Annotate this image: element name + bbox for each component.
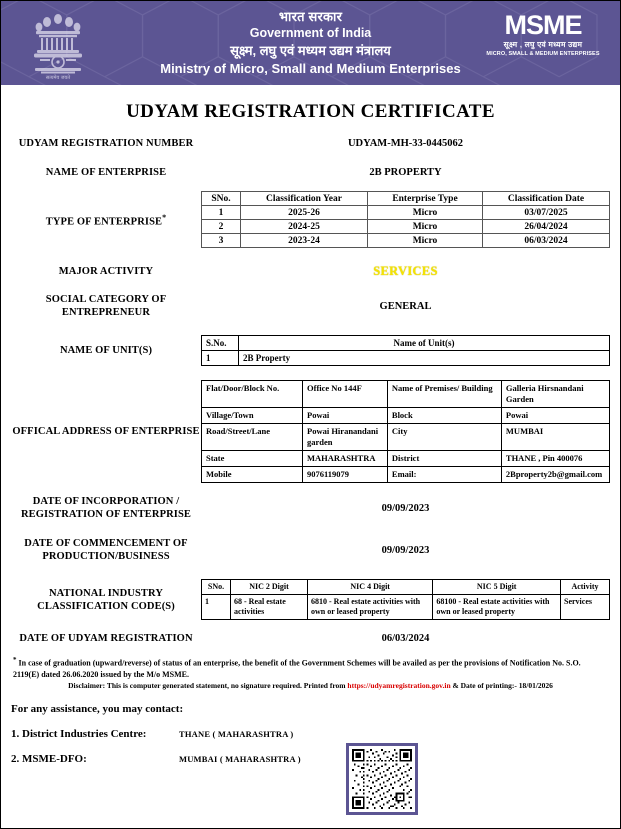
cell-sno: 2 <box>202 220 241 234</box>
type-of-enterprise-table <box>201 191 610 248</box>
col-enterprise-type: Enterprise Type <box>368 192 483 206</box>
cell-year: 2025-26 <box>241 206 368 220</box>
col-nic-4digit: NIC 4 Digit <box>308 580 433 595</box>
date-incorporation-value: 09/09/2023 <box>381 502 430 514</box>
date-commencement-value: 09/09/2023 <box>381 544 430 556</box>
assistance-heading: For any assistance, you may contact: <box>11 702 184 715</box>
date-incorporation-label-line2: REGISTRATION OF ENTERPRISE <box>20 509 192 520</box>
table-row <box>202 451 610 467</box>
addr-key-email: Email: <box>387 467 501 483</box>
nic-label-line1: NATIONAL INDUSTRY <box>48 587 164 599</box>
qr-code-container <box>346 743 418 815</box>
cell-nic-4digit: 6810 - Real estate activities with own or leased property <box>308 595 433 620</box>
units-table-wrap <box>201 335 610 366</box>
addr-key-village: Village/Town <box>202 408 303 424</box>
nic-table-wrap <box>201 579 610 620</box>
registration-number-value: UDYAM-MH-33-0445062 <box>347 138 464 149</box>
page-title: UDYAM REGISTRATION CERTIFICATE <box>126 101 495 122</box>
col-nic-5digit: NIC 5 Digit <box>433 580 561 595</box>
type-of-enterprise-label-text: TYPE OF ENTERPRISE <box>45 216 163 228</box>
col-nic-activity: Activity <box>561 580 610 595</box>
table-row <box>202 467 610 483</box>
date-udyam-registration-label: DATE OF UDYAM REGISTRATION <box>19 633 193 644</box>
qr-code-icon <box>352 749 412 809</box>
addr-key-flat: Flat/Door/Block No. <box>202 381 303 408</box>
disclaimer-suffix: & Date of printing:- 18/01/2026 <box>450 680 553 690</box>
addr-val-email: 2Bproperty2b@gmail.com <box>501 467 609 483</box>
type-of-enterprise-table-wrap <box>201 191 610 248</box>
addr-val-city: MUMBAI <box>501 424 609 451</box>
table-row <box>202 424 610 451</box>
msme-logo-hindi: सूक्ष्म , लघु एवं मध्यम उद्यम <box>503 40 583 49</box>
header-hindi-ministry: सूक्ष्म, लघु एवं मध्यम उद्यम मंत्रालय <box>230 43 391 58</box>
contact-value-dic: THANE ( MAHARASHTRA ) <box>179 728 294 739</box>
msme-logo-english: MICRO, SMALL & MEDIUM ENTERPRISES <box>486 51 600 57</box>
addr-key-road: Road/Street/Lane <box>202 424 303 451</box>
contact-row-dic <box>11 728 610 740</box>
enterprise-name-row <box>11 166 610 179</box>
col-units-name: Name of Unit(s) <box>239 336 610 351</box>
contact-label-dfo: 2. MSME-DFO: <box>11 752 87 765</box>
registration-number-row <box>11 137 610 150</box>
col-nic-2digit: NIC 2 Digit <box>231 580 308 595</box>
disclaimer-prefix: Disclaimer: This is computer generated statement, no signature required. Printed from <box>68 680 348 690</box>
social-category-label-line1: SOCIAL CATEGORY OF <box>45 294 167 305</box>
units-table <box>201 335 610 366</box>
date-udyam-registration-value: 06/03/2024 <box>381 633 430 644</box>
social-category-label-line2: ENTREPRENEUR <box>61 307 151 318</box>
table-row <box>202 381 610 408</box>
type-of-enterprise-label <box>11 211 201 229</box>
contact-value-dfo: MUMBAI ( MAHARASHTRA ) <box>179 753 301 764</box>
table-row <box>202 595 610 620</box>
cell-nic-activity: Services <box>561 595 610 620</box>
certificate-body <box>1 101 620 765</box>
type-of-enterprise-row <box>11 191 610 248</box>
cell-type: Micro <box>368 206 483 220</box>
addr-key-mobile: Mobile <box>202 467 303 483</box>
header-hindi-govt: भारत सरकार <box>278 9 343 24</box>
header-english-ministry: Ministry of Micro, Small and Medium Enterprises <box>160 61 461 76</box>
disclaimer <box>11 680 610 691</box>
cell-date: 26/04/2024 <box>483 220 610 234</box>
date-incorporation-row <box>11 495 610 521</box>
table-row <box>202 234 610 248</box>
major-activity-label: MAJOR ACTIVITY <box>58 266 154 277</box>
name-of-units-row <box>11 335 610 366</box>
cell-year: 2023-24 <box>241 234 368 248</box>
date-commencement-label <box>11 537 201 563</box>
addr-key-state: State <box>202 451 303 467</box>
date-udyam-registration-row <box>11 632 610 645</box>
nic-row <box>11 579 610 620</box>
msme-logo-mark: MSME <box>504 10 582 40</box>
cell-date: 06/03/2024 <box>483 234 610 248</box>
cell-year: 2024-25 <box>241 220 368 234</box>
msme-logo <box>484 11 602 59</box>
contact-row-dfo <box>11 753 610 765</box>
registration-number-label: UDYAM REGISTRATION NUMBER <box>18 138 194 149</box>
table-row <box>202 408 610 424</box>
official-address-row <box>11 380 610 483</box>
nic-label <box>11 587 201 613</box>
addr-val-premises: Galleria Hirsnandani Garden <box>501 381 609 408</box>
footnote-text: In case of graduation (upward/reverse) of status of an enterprise, the benefit of the Government Schemes will be availed as per the provisions of Notification No. S.O. 2119(E) dated 26.06.2020 issued by the M/o MSME. <box>13 658 581 679</box>
address-table <box>201 380 610 483</box>
table-header-row <box>202 580 610 595</box>
addr-val-mobile: 9076119079 <box>303 467 388 483</box>
social-category-label <box>11 293 201 319</box>
name-of-units-label: NAME OF UNIT(S) <box>59 345 153 356</box>
date-commencement-label-line2: PRODUCTION/BUSINESS <box>42 551 170 562</box>
col-nic-sno: SNo. <box>202 580 231 595</box>
addr-key-block: Block <box>387 408 501 424</box>
cell-nic-5digit: 68100 - Real estate activities with own or leased property <box>433 595 561 620</box>
date-incorporation-label <box>11 495 201 521</box>
col-classification-date: Classification Date <box>483 192 610 206</box>
cell-units-name: 2B Property <box>239 351 610 366</box>
social-category-row <box>11 293 610 319</box>
nic-table <box>201 579 610 620</box>
official-address-label: OFFICAL ADDRESS OF ENTERPRISE <box>12 426 200 437</box>
major-activity-value: SERVICES <box>373 264 438 278</box>
cell-type: Micro <box>368 220 483 234</box>
addr-val-road: Powai Hiranandani garden <box>303 424 388 451</box>
disclaimer-url-link[interactable]: https://udyamregistration.gov.in <box>347 680 451 690</box>
header-english-govt: Government of India <box>249 26 372 40</box>
page-header <box>1 1 620 85</box>
enterprise-name-label: NAME OF ENTERPRISE <box>45 167 167 178</box>
addr-val-village: Powai <box>303 408 388 424</box>
contact-label-dic: 1. District Industries Centre: <box>11 727 147 740</box>
addr-key-district: District <box>387 451 501 467</box>
date-incorporation-label-line1: DATE OF INCORPORATION / <box>32 496 180 507</box>
col-sno: SNo. <box>202 192 241 206</box>
address-table-wrap <box>201 380 610 483</box>
addr-val-district: THANE , Pin 400076 <box>501 451 609 467</box>
col-classification-year: Classification Year <box>241 192 368 206</box>
cell-sno: 3 <box>202 234 241 248</box>
addr-key-premises: Name of Premises/ Building <box>387 381 501 408</box>
cell-units-sno: 1 <box>202 351 239 366</box>
social-category-value: GENERAL <box>379 300 432 312</box>
type-of-enterprise-star: * <box>162 212 167 222</box>
addr-val-flat: Office No 144F <box>303 381 388 408</box>
table-row <box>202 220 610 234</box>
date-commencement-label-line1: DATE OF COMMENCEMENT OF <box>24 538 188 549</box>
table-row <box>202 351 610 366</box>
major-activity-row <box>11 264 610 279</box>
addr-val-block: Powai <box>501 408 609 424</box>
cell-sno: 1 <box>202 206 241 220</box>
nic-label-line2: CLASSIFICATION CODE(S) <box>37 600 175 612</box>
cell-type: Micro <box>368 234 483 248</box>
cell-nic-2digit: 68 - Real estate activities <box>231 595 308 620</box>
table-row <box>202 206 610 220</box>
addr-val-state: MAHARASHTRA <box>303 451 388 467</box>
addr-key-city: City <box>387 424 501 451</box>
cell-nic-sno: 1 <box>202 595 231 620</box>
footnote <box>11 655 610 680</box>
footnote-star: * <box>13 656 17 664</box>
svg-text:सत्यमेव जयते: सत्यमेव जयते <box>45 75 71 81</box>
date-commencement-row <box>11 537 610 563</box>
table-header-row <box>202 192 610 206</box>
cell-date: 03/07/2025 <box>483 206 610 220</box>
col-units-sno: S.No. <box>202 336 239 351</box>
enterprise-name-value: 2B PROPERTY <box>369 167 442 178</box>
table-header-row <box>202 336 610 351</box>
